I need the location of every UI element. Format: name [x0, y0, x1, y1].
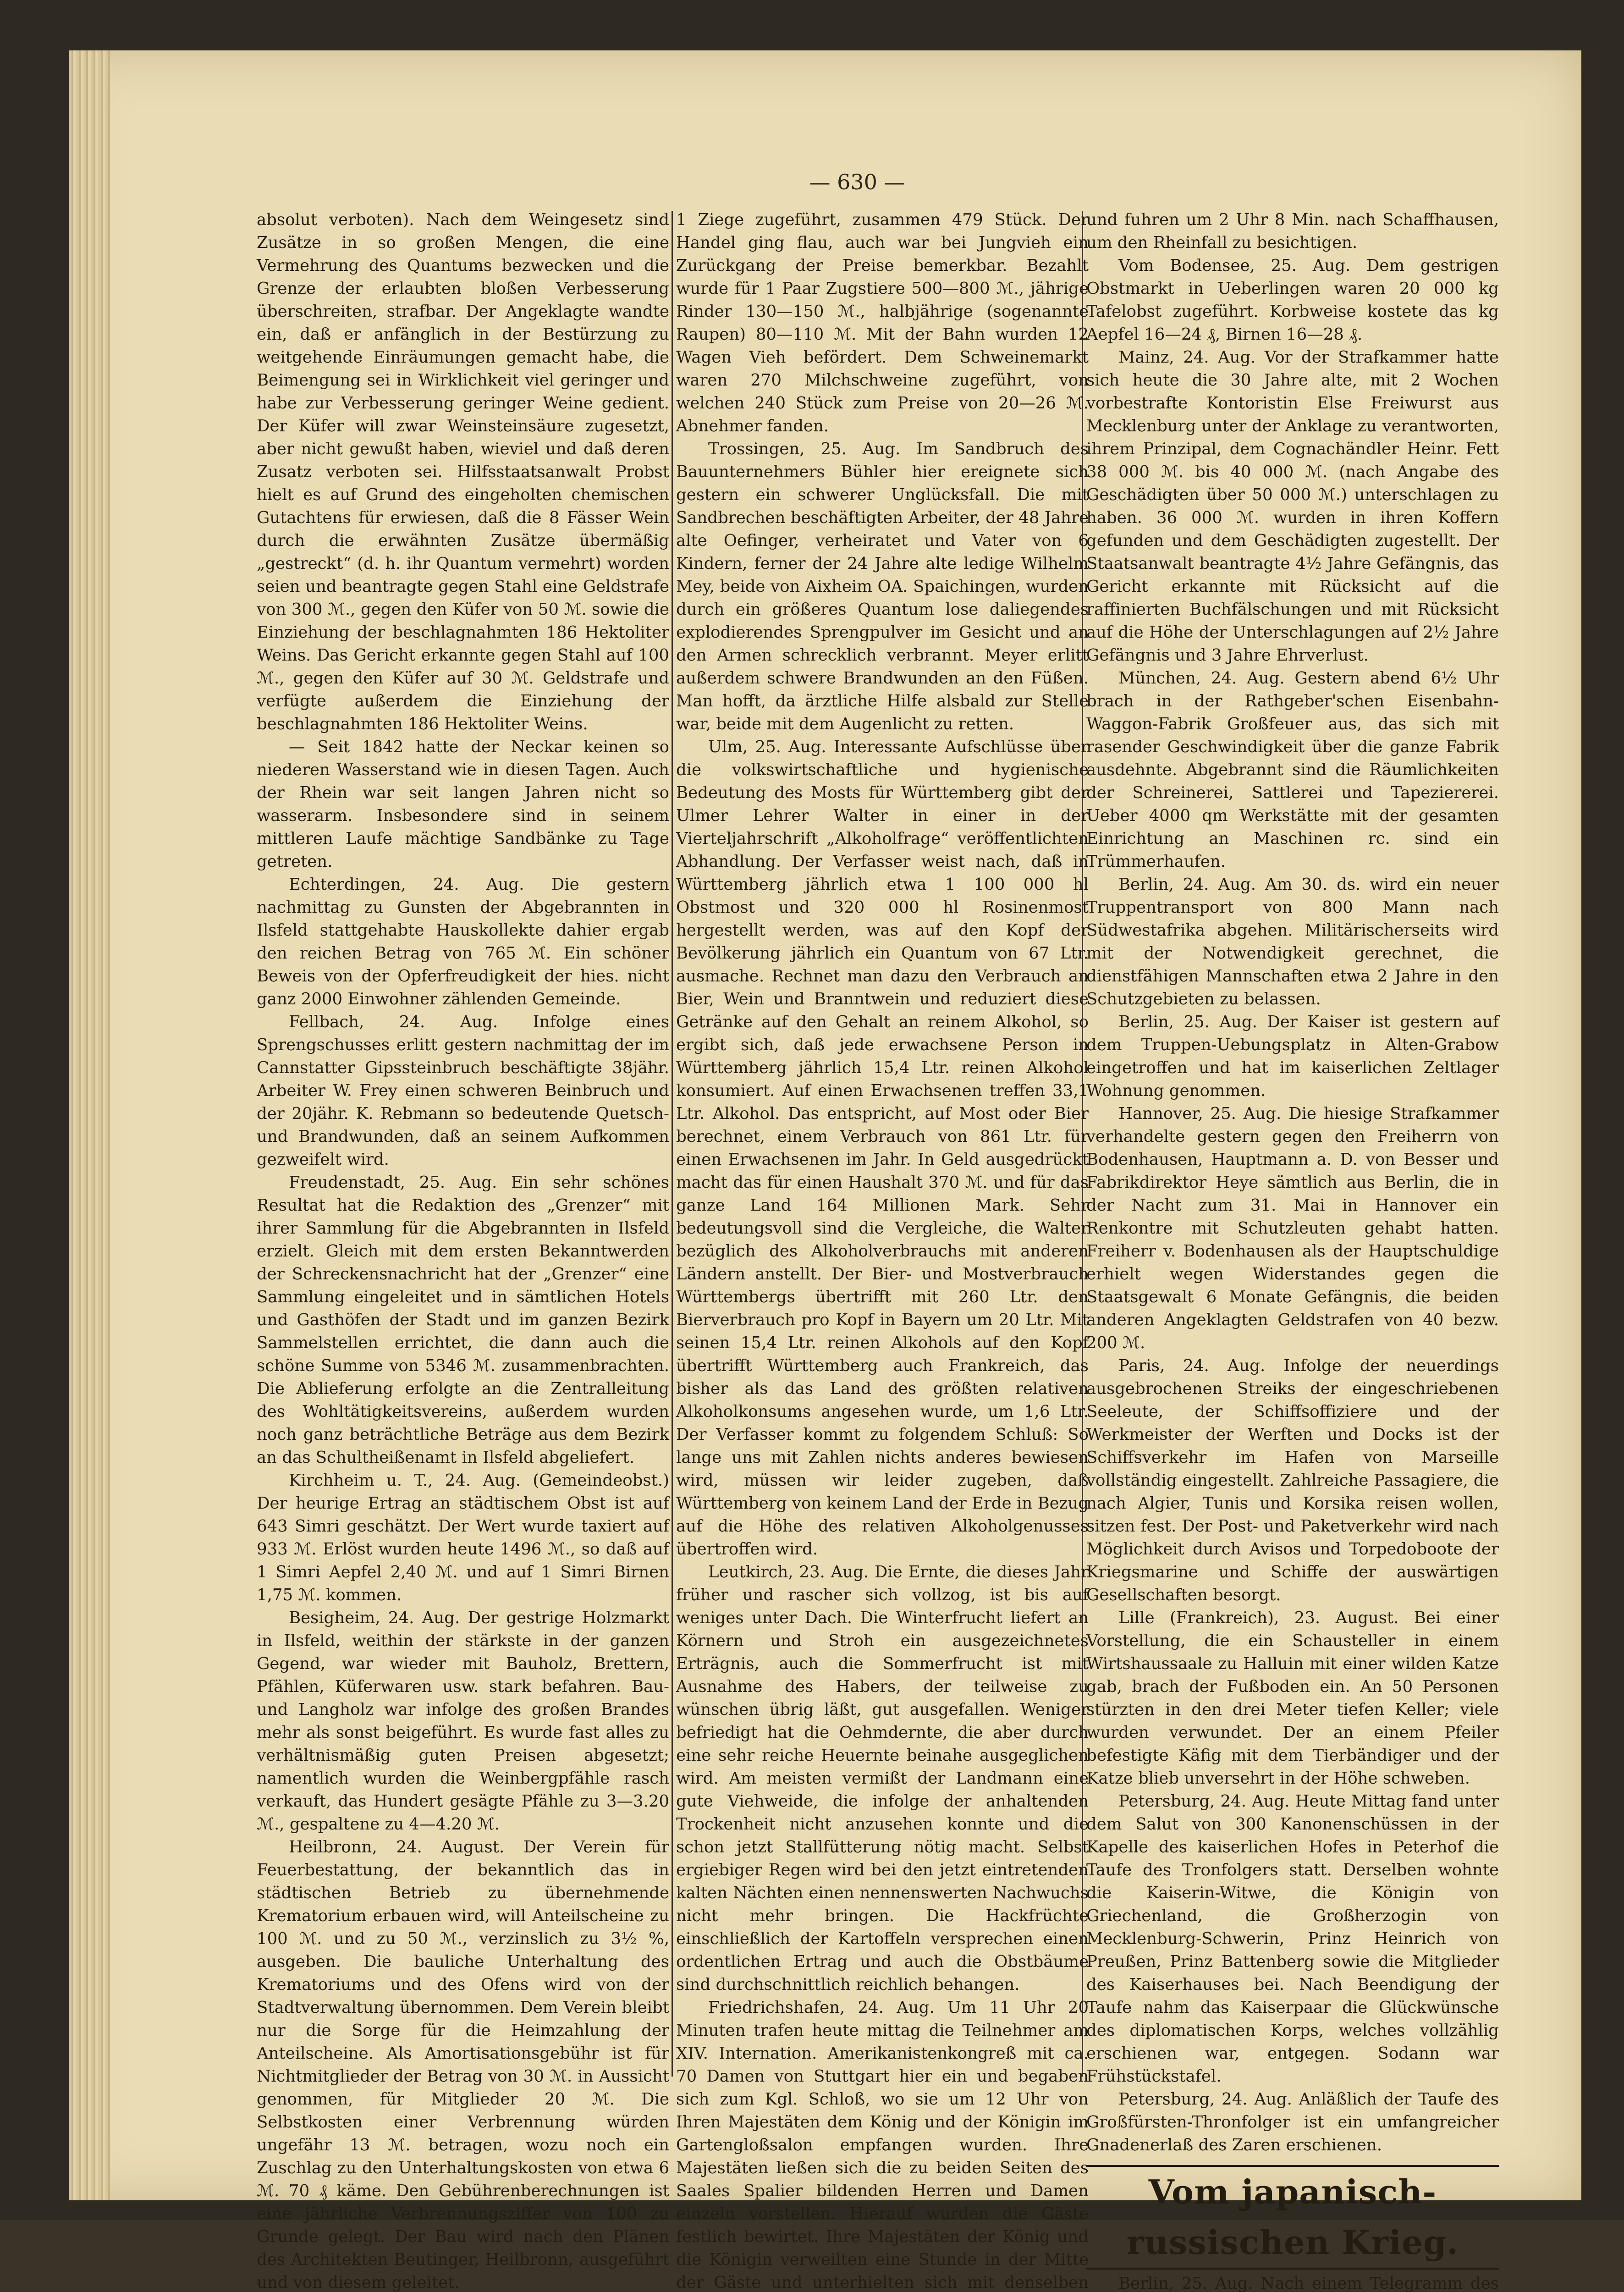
- article-paragraph: Echterdingen, 24. Aug. Die gestern nachmittag zu Gunsten der Abgebrannten in Ilsfeld stattgehabte Hauskollekte dahier ergab den reichen Betrag von 765 ℳ. Ein schöner Beweis von der Opferfreudigkeit der hies. nicht ganz 2000 Einwohner zählenden Gemeinde.: [257, 875, 669, 1008]
- article-paragraph: Fellbach, 24. Aug. Infolge eines Sprengschusses erlitt gestern nachmittag der im Cannstatter Gipssteinbruch beschäftigte 38jähr. Arbeiter W. Frey einen schweren Beinbruch und der 20jähr. K. Rebmann so bedeutende Quetsch- und Brandwunden, daß an seinem Aufkommen gezweifelt wird.: [257, 1013, 669, 1169]
- article-paragraph: Leutkirch, 23. Aug. Die Ernte, die dieses Jahr früher und rascher sich vollzog, ist bis auf weniges unter Dach. Die Winterfrucht liefert an Körnern und Stroh ein ausgezeichnetes Erträgnis, auch die Sommerfrucht ist mit Ausnahme des Habers, der teilweise zu wünschen übrig läßt, gut ausgefallen. Weniger befriedigt hat die Oehmdernte, die aber durch eine sehr reiche Heuernte beinahe ausgeglichen wird. Am meisten vermißt der Landmann eine gute Viehweide, die infolge der anhaltenden Trockenheit nicht anzusehen konnte und die schon jetzt Stallfütterung nötig macht. Selbst ergiebiger Regen wird bei den jetzt eintretenden kalten Nächten einen nennenswerten Nachwuchs nicht mehr bringen. Die Hackfrüchte einschließlich der Kartoffeln versprechen einen ordentlichen Ertrag und auch die Obstbäume sind durchschnittlich reichlich behangen.: [676, 1563, 1089, 1994]
- article-paragraph: Heilbronn, 24. August. Der Verein für Feuerbestattung, der bekanntlich das in städtischen Betrieb zu übernehmende Krematorium erbauen wird, will Anteilscheine zu 100 ℳ. und zu 50 ℳ., verzinslich zu 3½ %, ausgeben. Die bauliche Unterhaltung des Krematoriums und des Ofens wird von der Stadtverwaltung übernommen. Dem Verein bleibt nur die Sorge für die Heimzahlung der Anteilscheine. Als Amortisationsgebühr ist für Nichtmitglieder der Betrag von 30 ℳ. in Aussicht genommen, für Mitglieder 20 ℳ. Die Selbstkosten einer Verbrennung würden ungefähr 13 ℳ. betragen, wozu noch ein Zuschlag zu den Unterhaltungskosten von etwa 6 ℳ. 70 ₰ käme. Den Gebührenberechnungen ist eine jährliche Verbrennungsziffer von 100 zu Grunde gelegt. Der Bau wird nach den Plänen des Architekten Beutinger, Heilbronn, ausgeführt und von diesem geleitet.: [257, 1838, 669, 2292]
- page-stack-edge: [69, 50, 110, 2200]
- text-column-3: [1086, 209, 1499, 2292]
- article-paragraph: absolut verboten). Nach dem Weingesetz sind Zusätze in so großen Mengen, die eine Vermehrung des Quantums bezwecken und die Grenze der erlaubten bloßen Verbesserung überschreiten, strafbar. Der Angeklagte wandte ein, daß er anfänglich in der Bestürzung zu weitgehende Einräumungen gemacht habe, die Beimengung sei in Wirklichkeit viel geringer und habe zur Verbesserung geringer Weine gedient. Der Küfer will zwar Weinsteinsäure zugesetzt, aber nicht gewußt haben, wieviel und daß deren Zusatz verboten sei. Hilfsstaatsanwalt Probst hielt es auf Grund des eingeholten chemischen Gutachtens für erwiesen, daß die 8 Fässer Wein durch die erwähnten Zusätze übermäßig „gestreckt“ (d. h. ihr Quantum vermehrt) worden seien und beantragte gegen Stahl eine Geldstrafe von 300 ℳ., gegen den Küfer von 50 ℳ. sowie die Einziehung der beschlagnahmten 186 Hektoliter Weins. Das Gericht erkannte gegen Stahl auf 100 ℳ., gegen den Küfer auf 30 ℳ. Geldstrafe und verfügte außerdem die Einziehung der beschlagnahmten 186 Hektoliter Weins.: [257, 210, 669, 733]
- page-number: — 630 —: [809, 170, 905, 194]
- article-paragraph: 1 Ziege zugeführt, zusammen 479 Stück. Der Handel ging flau, auch war bei Jungvieh ein Zurückgang der Preise bemerkbar. Bezahlt wurde für 1 Paar Zugstiere 500—800 ℳ., jährige Rinder 130—150 ℳ., halbjährige (sogenannte Raupen) 80—110 ℳ. Mit der Bahn wurden 12 Wagen Vieh befördert. Dem Schweinemarkt waren 270 Milchschweine zugeführt, von welchen 240 Stück zum Preise von 20—26 ℳ. Abnehmer fanden.: [676, 210, 1089, 435]
- article-paragraph: Besigheim, 24. Aug. Der gestrige Holzmarkt in Ilsfeld, weithin der stärkste in der ganzen Gegend, war wieder mit Bauholz, Brettern, Pfählen, Küferwaren usw. stark befahren. Bau- und Langholz war infolge des großen Brandes mehr als sonst beigeführt. Es wurde fast alles zu verhältnismäßig guten Preisen abgesetzt; namentlich wurden die Weinbergpfähle rasch verkauft, das Hundert gesägte Pfähle zu 3—3.20 ℳ., gespaltene zu 4—4.20 ℳ.: [257, 1609, 669, 1834]
- article-paragraph: Vom Bodensee, 25. Aug. Dem gestrigen Obstmarkt in Ueberlingen waren 20 000 kg Tafelobst zugeführt. Korbweise kostete das kg Aepfel 16—24 ₰, Birnen 16—28 ₰.: [1086, 256, 1499, 344]
- article-paragraph: Friedrichshafen, 24. Aug. Um 11 Uhr 20 Minuten trafen heute mittag die Teilnehmer am XIV. Internation. Amerikanistenkongreß mit ca. 70 Damen von Stuttgart hier ein und begaben sich zum Kgl. Schloß, wo sie um 12 Uhr von Ihren Majestäten dem König und der Königin im Gartengloßsalon empfangen wurden. Ihre Majestäten ließen sich die zu beiden Seiten des Saales Spalier bildenden Herren und Damen einzeln vorstellen. Hierauf wurden die Gäste festlich bewirtet. Ihre Majestäten der König und die Königin verweilten eine Stunde in der Mitte der Gäste und unterhielten sich mit denselben: [676, 1998, 1089, 2292]
- article-paragraph: Hannover, 25. Aug. Die hiesige Strafkammer verhandelte gestern gegen den Freiherrn von Bodenhausen, Hauptmann a. D. von Besser und Fabrikdirektor Heye sämtlich aus Berlin, die in der Nacht zum 31. Mai in Hannover ein Renkontre mit Schutzleuten gehabt hatten. Freiherr v. Bodenhausen als der Hauptschuldige erhielt wegen Widerstandes gegen die Staatsgewalt 6 Monate Gefängnis, die beiden anderen Angeklagten Geldstrafen von 40 bezw. 200 ℳ.: [1086, 1104, 1499, 1352]
- article-paragraph: Ulm, 25. Aug. Interessante Aufschlüsse über die volkswirtschaftliche und hygienische Bedeutung des Mosts für Württemberg gibt der Ulmer Lehrer Walter in einer in der Vierteljahrschrift „Alkoholfrage“ veröffentlichten Abhandlung. Der Verfasser weist nach, daß in Württemberg jährlich etwa 1 100 000 hl Obstmost und 320 000 hl Rosinenmost hergestellt werden, was auf den Kopf der Bevölkerung jährlich ein Quantum von 67 Ltr. ausmache. Rechnet man dazu den Verbrauch an Bier, Wein und Branntwein und reduziert diese Getränke auf den Gehalt an reinem Alkohol, so ergibt sich, daß jede erwachsene Person in Württemberg jährlich 15,4 Ltr. reinen Alkohol konsumiert. Auf einen Erwachsenen treffen 33,1 Ltr. Alkohol. Das entspricht, auf Most oder Bier berechnet, einem Verbrauch von 861 Ltr. für einen Erwachsenen im Jahr. In Geld ausgedrückt macht das für einen Haushalt 370 ℳ. und für das ganze Land 164 Millionen Mark. Sehr bedeutungsvoll sind die Vergleiche, die Walter bezüglich des Alkoholverbrauchs mit anderen Ländern anstellt. Der Bier- und Mostverbrauch Württembergs übertrifft mit 260 Ltr. den Bierverbrauch pro Kopf in Bayern um 20 Ltr. Mit seinen 15,4 Ltr. reinen Alkohols auf den Kopf übertrifft Württemberg auch Frankreich, das bisher als das Land des größten relativen Alkoholkonsums angesehen wurde, um 1,6 Ltr. Der Verfasser kommt zu folgendem Schluß: So lange uns mit Zahlen nichts anderes bewiesen wird, müssen wir leider zugeben, daß Württemberg von keinem Land der Erde in Bezug auf die Höhe des relativen Alkoholgenusses übertroffen wird.: [676, 738, 1089, 1559]
- text-column-2: [676, 209, 1089, 2292]
- article-paragraph: Petersburg, 24. Aug. Anläßlich der Taufe des Großfürsten-Thronfolger ist ein umfangreicher Gnadenerlaß des Zaren erschienen.: [1086, 2090, 1499, 2154]
- text-column-1: [257, 209, 669, 2292]
- article-paragraph: und fuhren um 2 Uhr 8 Min. nach Schaffhausen, um den Rheinfall zu besichtigen.: [1086, 210, 1499, 252]
- column-rule: [672, 211, 673, 2077]
- article-paragraph: Kirchheim u. T., 24. Aug. (Gemeindeobst.) Der heurige Ertrag an städtischem Obst ist auf 643 Simri geschätzt. Der Wert wurde taxiert auf 933 ℳ. Erlöst wurden heute 1496 ℳ., so daß auf 1 Simri Aepfel 2,40 ℳ. und auf 1 Simri Birnen 1,75 ℳ. kommen.: [257, 1471, 669, 1604]
- article-paragraph: Berlin, 24. Aug. Am 30. ds. wird ein neuer Truppentransport von 800 Mann nach Südwestafrika abgehen. Militärischerseits wird mit der Notwendigkeit gerechnet, die dienstfähigen Mannschaften etwa 2 Jahre in den Schutzgebieten zu belassen.: [1086, 875, 1499, 1008]
- section-headline: Vom japanisch-russischen Krieg.: [1086, 2165, 1499, 2270]
- article-paragraph: Trossingen, 25. Aug. Im Sandbruch des Bauunternehmers Bühler hier ereignete sich gestern ein schwerer Unglücksfall. Die mit Sandbrechen beschäftigten Arbeiter, der 48 Jahre alte Oefinger, verheiratet und Vater von 6 Kindern, ferner der 24 Jahre alte ledige Wilhelm Mey, beide von Aixheim OA. Spaichingen, wurden durch ein größeres Quantum lose daliegendes explodierendes Sprengpulver im Gesicht und an den Armen schrecklich verbrannt. Meyer erlitt außerdem schwere Brandwunden an den Füßen. Man hofft, da ärztliche Hilfe alsbald zur Stelle war, beide mit dem Augenlicht zu retten.: [676, 440, 1089, 733]
- article-paragraph: — Seit 1842 hatte der Neckar keinen so niederen Wasserstand wie in diesen Tagen. Auch der Rhein war seit langen Jahren nicht so wasserarm. Insbesondere sind in seinem mittleren Laufe mächtige Sandbänke zu Tage getreten.: [257, 738, 669, 871]
- article-paragraph: Paris, 24. Aug. Infolge der neuerdings ausgebrochenen Streiks der eingeschriebenen Seeleute, der Schiffsoffiziere und der Werkmeister der Werften und Docks ist der Schiffsverkehr im Hafen von Marseille vollständig eingestellt. Zahlreiche Passagiere, die nach Algier, Tunis und Korsika reisen wollen, sitzen fest. Der Post- und Paketverkehr wird nach Möglichkeit durch Avisos und Torpedoboote der Kriegsmarine und Schiffe der auswärtigen Gesellschaften besorgt.: [1086, 1356, 1499, 1604]
- article-paragraph: München, 24. Aug. Gestern abend 6½ Uhr brach in der Rathgeber'schen Eisenbahn-Waggon-Fabrik Großfeuer aus, das sich mit rasender Geschwindigkeit über die ganze Fabrik ausdehnte. Abgebrannt sind die Räumlichkeiten der Schreinerei, Sattlerei und Tapeziererei. Ueber 4000 qm Werkstätte mit der gesamten Einrichtung an Maschinen rc. sind ein Trümmerhaufen.: [1086, 669, 1499, 871]
- article-paragraph: Lille (Frankreich), 23. August. Bei einer Vorstellung, die ein Schausteller in einem Wirtshaussaale zu Halluin mit einer wilden Katze gab, brach der Fußboden ein. An 50 Personen stürzten in den drei Meter tiefen Keller; viele wurden verwundet. Der an einem Pfeiler befestigte Käfig mit dem Tierbändiger und der Katze blieb unversehrt in der Höhe schweben.: [1086, 1609, 1499, 1788]
- article-paragraph: Petersburg, 24. Aug. Heute Mittag fand unter dem Salut von 300 Kanonenschüssen in der Kapelle des kaiserlichen Hofes in Peterhof die Taufe des Tronfolgers statt. Derselben wohnte die Kaiserin-Witwe, die Königin von Griechenland, die Großherzogin von Mecklenburg-Schwerin, Prinz Heinrich von Preußen, Prinz Battenberg sowie die Mitglieder des Kaiserhauses bei. Nach Beendigung der Taufe nahm das Kaiserpaar die Glückwünsche des diplomatischen Korps, welches vollzählig erschienen war, entgegen. Sodann war Frühstückstafel.: [1086, 1792, 1499, 2086]
- article-paragraph: Berlin, 25. Aug. Nach einem Telegramm des: [1118, 2274, 1499, 2292]
- article-paragraph: Mainz, 24. Aug. Vor der Strafkammer hatte sich heute die 30 Jahre alte, mit 2 Wochen vorbestrafte Kontoristin Else Freiwurst aus Mecklenburg unter der Anklage zu verantworten, ihrem Prinzipal, dem Cognachändler Heinr. Fett 38 000 ℳ. bis 40 000 ℳ. (nach Angabe des Geschädigten über 50 000 ℳ.) unterschlagen zu haben. 36 000 ℳ. wurden in ihren Koffern gefunden und dem Geschädigten zugestellt. Der Staatsanwalt beantragte 4½ Jahre Gefängnis, das Gericht erkannte mit Rücksicht auf die raffinierten Buchfälschungen und mit Rücksicht auf die Höhe der Unterschlagungen auf 2½ Jahre Gefängnis und 3 Jahre Ehrverlust.: [1086, 348, 1499, 665]
- article-paragraph: Freudenstadt, 25. Aug. Ein sehr schönes Resultat hat die Redaktion des „Grenzer“ mit ihrer Sammlung für die Abgebrannten in Ilsfeld erzielt. Gleich mit dem ersten Bekanntwerden der Schreckensnachricht hat der „Grenzer“ eine Sammlung eingeleitet und in sämtlichen Hotels und Gasthöfen der Stadt und im ganzen Bezirk Sammelstellen errichtet, die dann auch die schöne Summe von 5346 ℳ. zusammenbrachten. Die Ablieferung erfolgte an die Zentralleitung des Wohltätigkeitsvereins, außerdem wurden noch ganz beträchtliche Beträge aus dem Bezirk an das Schultheißenamt in Ilsfeld abgeliefert.: [257, 1173, 669, 1467]
- article-paragraph: Berlin, 25. Aug. Der Kaiser ist gestern auf dem Truppen-Uebungsplatz in Alten-Grabow eingetroffen und hat im kaiserlichen Zeltlager Wohnung genommen.: [1086, 1013, 1499, 1100]
